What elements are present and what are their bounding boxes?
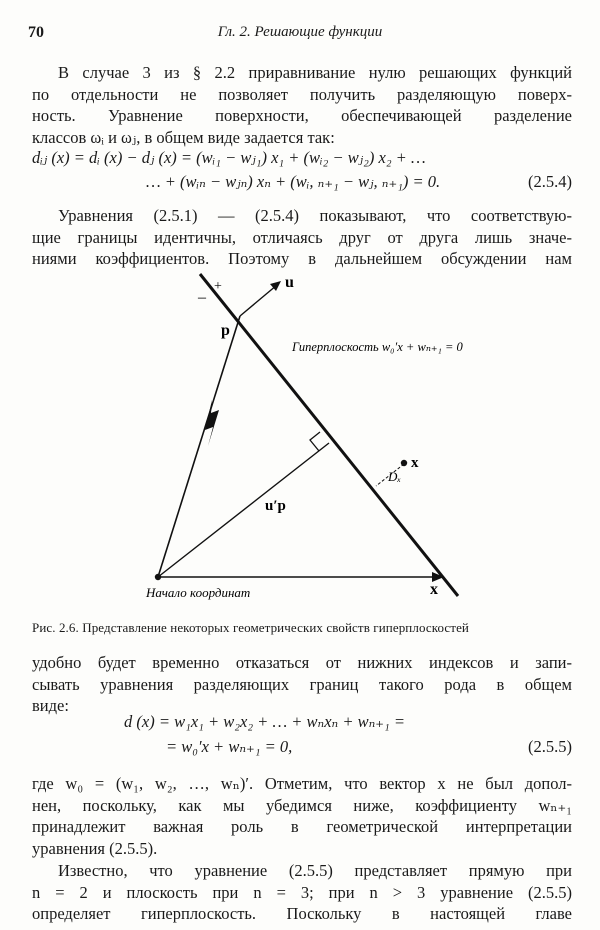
hyperplane-label: Гиперплоскость w₀′x + wₙ₊₁ = 0: [292, 340, 463, 354]
label-x-axis: x: [430, 581, 438, 598]
text-line: удобно будет временно отказаться от нижних индексов и запи-: [32, 653, 572, 672]
equation-2-5-4-line2: … + (wᵢₙ − wⱼₙ) xₙ + (wᵢ, ₙ₊₁ − wⱼ, ₙ₊₁) = 0. (2.5.4): [146, 172, 572, 191]
projection-line: [158, 443, 329, 577]
text-line: щие границы идентичны, отличаясь друг от друга лишь значе-: [32, 227, 572, 247]
text-line: Известно, что уравнение (2.5.5) представляет прямую при: [58, 861, 572, 880]
equation-number: (2.5.4): [528, 172, 572, 191]
equation-2-5-4-line1: dᵢⱼ (x) = dᵢ (x) − dⱼ (x) = (wᵢ₁ − wⱼ₁) x₁ + (wᵢ₂ − wⱼ₂) x₂ + …: [32, 148, 426, 167]
origin-label: Начало координат: [146, 585, 251, 600]
figure-hyperplane: [0, 262, 600, 614]
text-line: где w₀ = (w₁, w₂, …, wₙ)′. Отметим, что вектор x не был допол-: [32, 774, 572, 793]
label-dx: Dₓ: [388, 469, 402, 484]
paragraph-identity: [32, 205, 572, 270]
paragraph-vector-w0: [32, 773, 572, 859]
right-angle-mark: [310, 432, 320, 451]
text-line: виде:: [32, 696, 69, 715]
plus-sign: +: [214, 279, 222, 294]
equation-number: (2.5.5): [528, 737, 572, 756]
label-x-point: x: [411, 455, 419, 471]
figure-caption: [32, 620, 572, 636]
caption-label: Рис. 2.6.: [32, 620, 79, 635]
text-line: В случае 3 из § 2.2 приравнивание нулю решающих функций: [58, 63, 572, 82]
minus-sign: –: [198, 289, 206, 306]
paragraph-general-form: [32, 652, 572, 717]
text-line: Уравнения (2.5.1) — (2.5.4) показывают, что соответствую-: [58, 206, 572, 225]
caption-text: Представление некоторых геометрических свойств гиперплоскостей: [82, 620, 469, 635]
text-line: уравнения (2.5.5).: [32, 838, 158, 858]
text-line: ниями коэффициентов. Поэтому в дальнейшем обсуждении нам: [32, 249, 572, 268]
paragraph-hyperplane: [32, 860, 572, 925]
text-line: принадлежит важная роль в геометрической интерпретации: [32, 817, 572, 836]
paragraph-intro: [32, 62, 572, 148]
text-line: n = 2 и плоскость при n = 3; при n > 3 уравнение (2.5.5): [32, 882, 572, 902]
page-number: 70: [28, 24, 44, 41]
text-line: классов ωᵢ и ωⱼ, в общем виде задается так:: [32, 127, 335, 147]
text-line: нен, поскольку, как мы убедимся ниже, коэффициенту wₙ₊₁: [32, 795, 572, 815]
page-header: [28, 24, 572, 46]
label-u: u: [285, 274, 294, 291]
point-x: [401, 460, 407, 466]
equation-2-5-5-line1: d (x) = w₁x₁ + w₂x₂ + … + wₙxₙ + wₙ₊₁ =: [124, 712, 405, 731]
text-line: сывать уравнения разделяющих границ такого рода в общем: [32, 674, 572, 694]
running-title: Гл. 2. Решающие функции: [217, 24, 383, 40]
vector-to-p: [158, 316, 240, 577]
text-line: определяет гиперплоскость. Поскольку в настоящей главе: [32, 904, 572, 923]
text-line: по отдельности не позволяет получить разделяющую поверх-: [32, 84, 572, 104]
equation-2-5-5-line2: = w₀′x + wₙ₊₁ = 0, (2.5.5): [166, 737, 572, 756]
origin-point: [155, 574, 161, 580]
text-line: ность. Уравнение поверхности, обеспечивающей разделение: [32, 106, 572, 125]
normal-vector-u: [240, 285, 277, 316]
label-p: p: [221, 322, 230, 339]
label-up: u′p: [265, 498, 286, 514]
